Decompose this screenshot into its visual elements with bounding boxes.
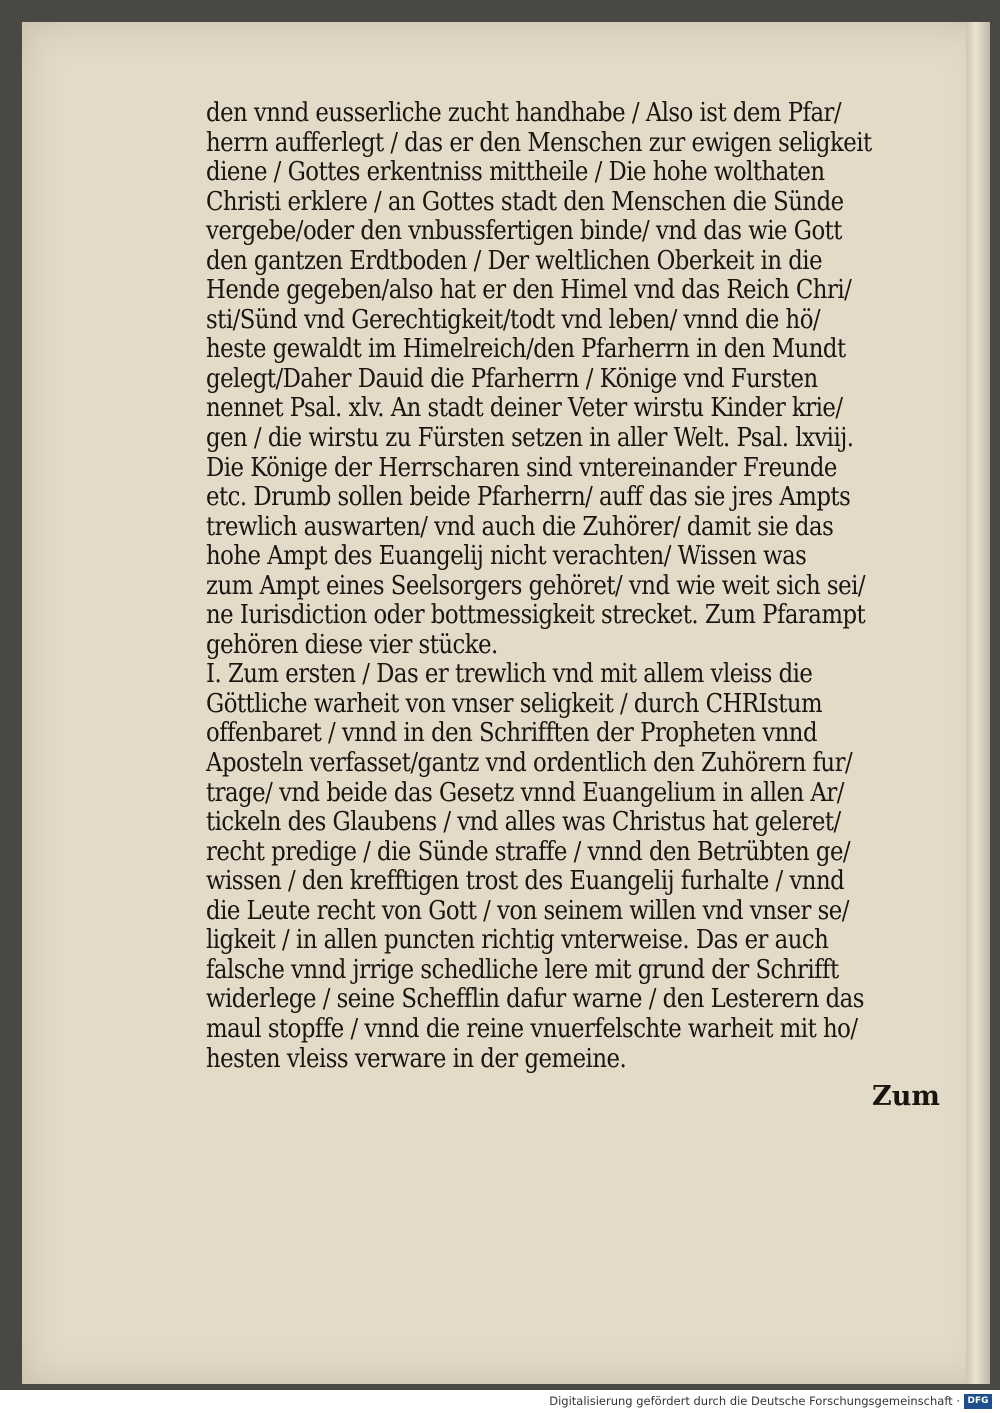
text-line: offenbaret / vnnd in den Schrifften der Propheten vnnd xyxy=(206,717,818,749)
footer xyxy=(0,1391,1000,1413)
text-line: heste gewaldt im Himelreich/den Pfarherrn in den Mundt xyxy=(206,333,846,365)
dfg-logo[interactable]: DFG xyxy=(964,1394,992,1409)
text-line: hohe Ampt des Euangelij nicht verachten/ Wissen was xyxy=(206,540,807,572)
text-line: hesten vleiss verware in der gemeine. xyxy=(206,1042,627,1074)
text-line: die Leute recht von Gott / von seinem willen vnd vnser se/ xyxy=(206,894,849,926)
text-line: tickeln des Glaubens / vnd alles was Christus hat geleret/ xyxy=(206,806,841,838)
text-line: etc. Drumb sollen beide Pfarherrn/ auff das sie jres Ampts xyxy=(206,481,851,513)
text-line: herrn aufferlegt / das er den Menschen zur ewigen seligkeit xyxy=(206,126,872,158)
text-line: trewlich auswarten/ vnd auch die Zuhörer/ damit sie das xyxy=(206,510,834,542)
text-line: trage/ vnd beide das Gesetz vnnd Euangelium in allen Ar/ xyxy=(206,776,844,808)
text-line: Die Könige der Herrscharen sind vntereinander Freunde xyxy=(206,451,837,483)
text-line: Christi erklere / an Gottes stadt den Menschen die Sünde xyxy=(206,185,844,217)
text-line: sti/Sünd vnd Gerechtigkeit/todt vnd leben/ vnnd die hö/ xyxy=(206,303,821,335)
text-line: Göttliche warheit von vnser seligkeit / durch CHRIstum xyxy=(206,687,823,719)
page-text xyxy=(206,97,872,1074)
text-line: zum Ampt eines Seelsorgers gehöret/ vnd wie weit sich sei/ xyxy=(206,569,866,601)
text-line: den gantzen Erdtboden / Der weltlichen Oberkeit in die xyxy=(206,244,823,276)
text-line: ne Iurisdiction oder bottmessigkeit strecket. Zum Pfarampt xyxy=(206,599,866,631)
text-line: falsche vnnd jrrige schedliche lere mit grund der Schrifft xyxy=(206,953,839,985)
text-line: I. Zum ersten / Das er trewlich vnd mit allem vleiss die xyxy=(206,658,813,690)
text-line: gelegt/Daher Dauid die Pfarherrn / Könige vnd Fursten xyxy=(206,362,818,394)
text-line: Aposteln verfasset/gantz vnd ordentlich den Zuhörern fur/ xyxy=(206,747,853,779)
footer-credit: Digitalisierung gefördert durch die Deutsche Forschungsgemeinschaft · xyxy=(549,1394,960,1408)
text-line: ligkeit / in allen puncten richtig vnterweise. Das er auch xyxy=(206,924,829,956)
text-line: recht predige / die Sünde straffe / vnnd den Betrübten ge/ xyxy=(206,835,851,867)
text-line: maul stopffe / vnnd die reine vnuerfelschte warheit mit ho/ xyxy=(206,1012,858,1044)
text-line: widerlege / seine Schefflin dafur warne / den Lesterern das xyxy=(206,983,864,1015)
text-line: diene / Gottes erkentniss mittheile / Die hohe wolthaten xyxy=(206,156,825,188)
text-line: gen / die wirstu zu Fürsten setzen in aller Welt. Psal. lxviij. xyxy=(206,422,854,454)
text-line: gehören diese vier stücke. xyxy=(206,628,498,660)
text-line: vergebe/oder den vnbussfertigen binde/ vnd das wie Gott xyxy=(206,215,842,247)
text-line: nennet Psal. xlv. An stadt deiner Veter wirstu Kinder krie/ xyxy=(206,392,843,424)
page-edge xyxy=(966,22,990,1384)
catchword: Zum xyxy=(872,1081,940,1112)
text-line: Hende gegeben/also hat er den Himel vnd das Reich Chri/ xyxy=(206,274,852,306)
text-line: wissen / den krefftigen trost des Euangelij furhalte / vnnd xyxy=(206,865,845,897)
text-line: den vnnd eusserliche zucht handhabe / Also ist dem Pfar/ xyxy=(206,97,842,128)
